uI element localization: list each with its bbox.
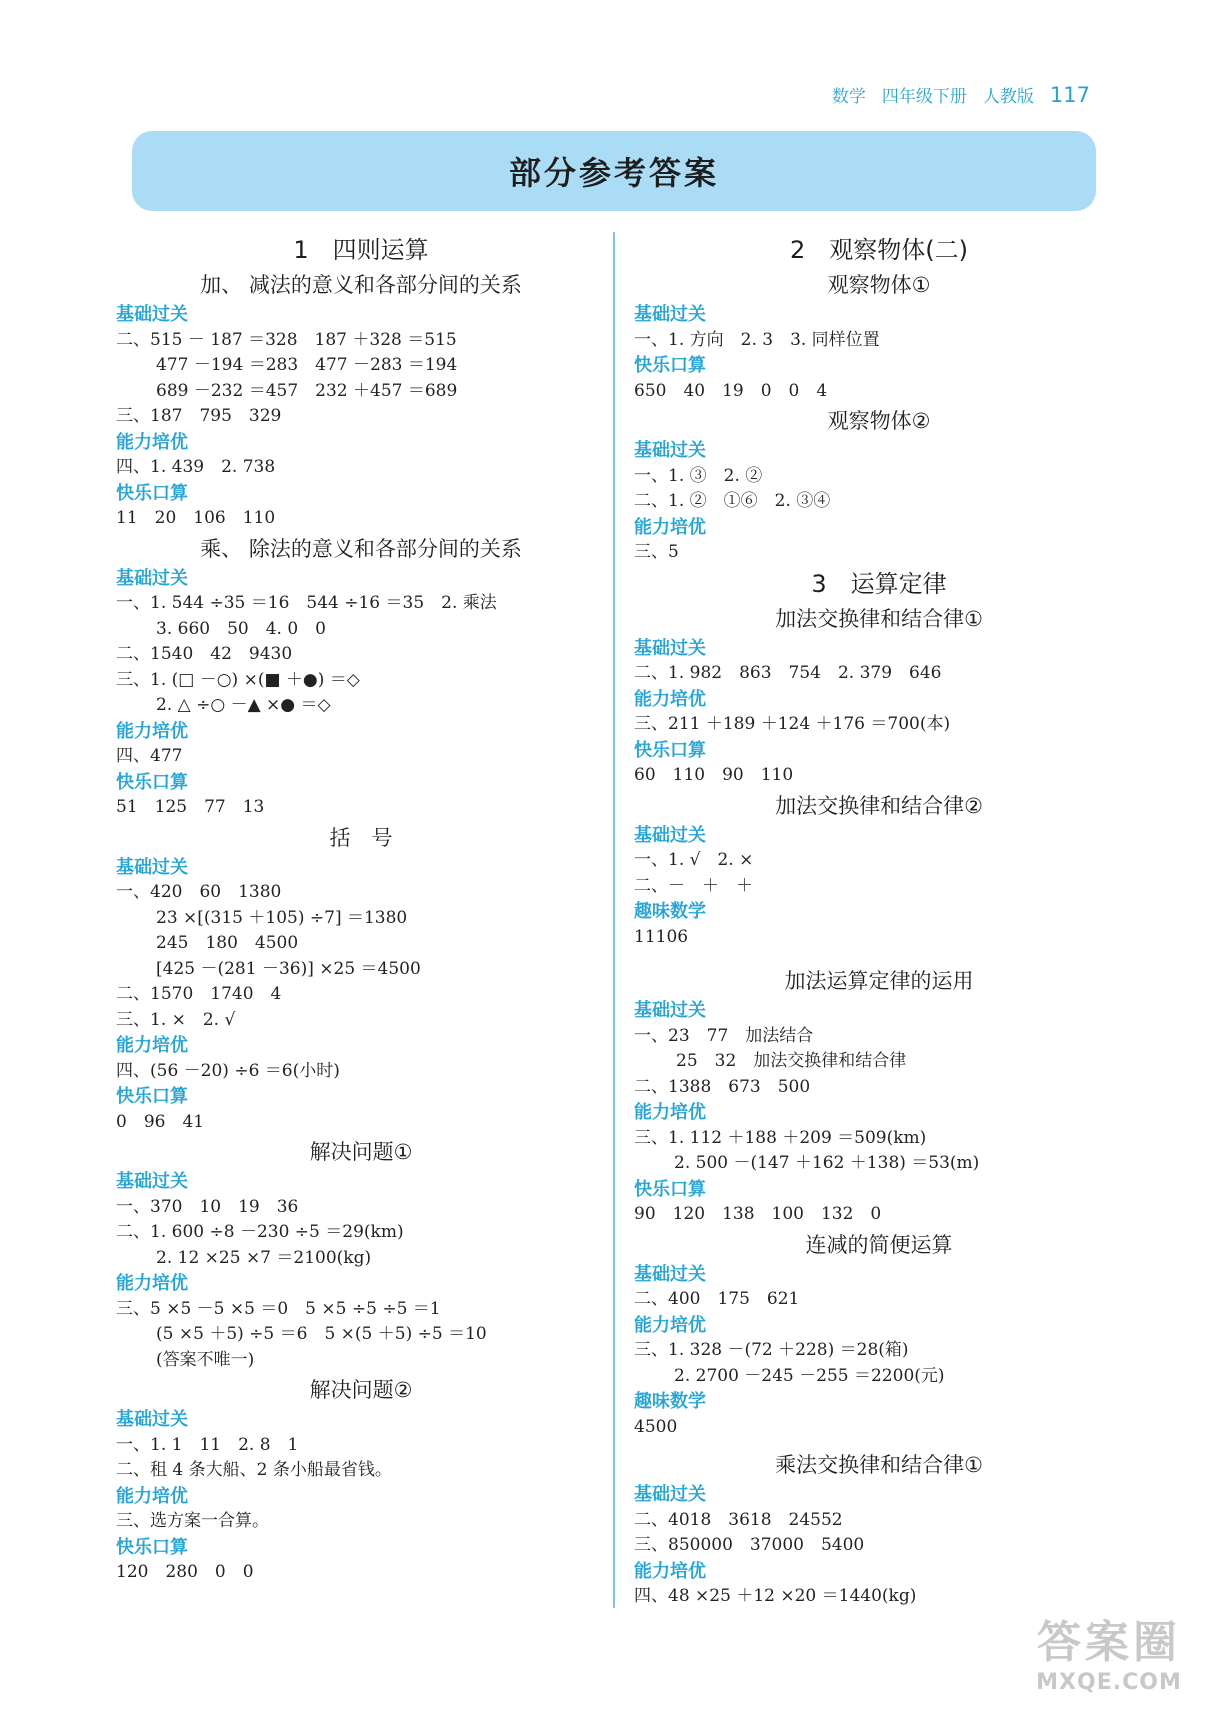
- answer-line: 0 96 41: [116, 1111, 205, 1132]
- section-label: 基础过关: [634, 1263, 706, 1285]
- section-label: 基础过关: [116, 1409, 188, 1430]
- answer-line: 650 40 19 0 0 4: [634, 380, 828, 401]
- answer-line: 三、1. 328 －(72 ＋228) ＝28(箱): [634, 1340, 909, 1360]
- section-label: 趣味数学: [634, 901, 706, 922]
- answer-line: 三、1. (□ －○) ×(■ ＋●) ＝◇: [116, 669, 360, 690]
- section-title: 乘法交换律和结合律①: [775, 1453, 983, 1477]
- section-label: 基础过关: [634, 440, 706, 461]
- section-title: 连减的简便运算: [805, 1232, 953, 1257]
- answer-line: 11 20 106 110: [116, 508, 276, 528]
- answer-line: 一、1. √ 2. ×: [634, 850, 754, 870]
- page-header: [832, 82, 1090, 107]
- answer-line: 三、选方案一合算。: [116, 1511, 269, 1531]
- section-label: 快乐口算: [116, 482, 188, 504]
- answer-line: 二、－ ＋ ＋: [634, 875, 753, 896]
- answer-line: 2. 2700 －245 －255 ＝2200(元): [674, 1365, 945, 1386]
- left-column: [116, 232, 606, 1586]
- column-divider: [613, 232, 615, 1608]
- section-label: 能力培优: [634, 1560, 706, 1582]
- section-label: 快乐口算: [116, 1536, 188, 1558]
- page-number: 117: [1049, 83, 1090, 107]
- section-title: 括 号: [329, 825, 393, 850]
- section-label: 快乐口算: [116, 1086, 188, 1107]
- section-label: 能力培优: [116, 1035, 188, 1056]
- answer-line: 一、1. 544 ÷35 ＝16 544 ÷16 ＝35 2. 乘法: [116, 593, 497, 613]
- answer-line: 四、48 ×25 ＋12 ×20 ＝1440(kg): [634, 1586, 917, 1606]
- answer-line: 二、1540 42 9430: [116, 644, 293, 664]
- answer-line: [425 －(281 －36)] ×25 ＝4500: [156, 958, 421, 979]
- answer-line: 二、1. 600 ÷8 －230 ÷5 ＝29(km): [116, 1222, 404, 1242]
- header-edition: 人教版: [982, 87, 1034, 107]
- section-label: 基础过关: [116, 856, 188, 878]
- answer-line: 60 110 90 110: [634, 765, 794, 785]
- section-title: 加法交换律和结合律②: [775, 793, 983, 818]
- answer-line: 三、1. × 2. √: [116, 1009, 236, 1030]
- section-label: 快乐口算: [116, 771, 188, 793]
- section-label: 能力培优: [634, 516, 706, 538]
- section-title: 观察物体②: [827, 409, 931, 433]
- header-subject: 数学: [831, 87, 866, 107]
- section-label: 基础过关: [634, 1484, 706, 1505]
- section-label: 基础过关: [634, 824, 706, 846]
- answer-line: 二、租 4 条大船、2 条小船最省钱。: [116, 1460, 392, 1480]
- answer-line: 二、1. 982 863 754 2. 379 646: [634, 663, 942, 683]
- answer-line: 一、420 60 1380: [116, 882, 282, 902]
- section-label: 基础过关: [634, 304, 706, 325]
- section-label: 快乐口算: [634, 739, 706, 761]
- section-label: 基础过关: [634, 637, 706, 659]
- answer-line: 一、370 10 19 36: [116, 1196, 299, 1217]
- answer-line: 二、1388 673 500: [634, 1076, 811, 1097]
- answer-line: 一、1. 方向 2. 3 3. 同样位置: [634, 329, 880, 350]
- answer-line: 一、1. 1 11 2. 8 1: [116, 1434, 299, 1455]
- answer-line: 二、4018 3618 24552: [634, 1509, 843, 1530]
- section-title: 加法运算定律的运用: [784, 969, 974, 993]
- section-title: 加、 减法的意义和各部分间的关系: [200, 273, 522, 297]
- answer-line: 一、1. ③ 2. ②: [634, 465, 763, 486]
- answer-line: (答案不唯一): [156, 1349, 255, 1370]
- answer-line: 120 280 0 0: [116, 1562, 254, 1582]
- section-label: 能力培优: [634, 1314, 706, 1336]
- answer-line: 25 32 加法交换律和结合律: [676, 1051, 907, 1071]
- watermark-logo: [1014, 1617, 1204, 1707]
- section-label: 快乐口算: [634, 355, 706, 376]
- answer-line: 51 125 77 13: [116, 797, 265, 817]
- section-title: 加法交换律和结合律①: [775, 606, 983, 631]
- section-label: 基础过关: [634, 1000, 706, 1021]
- section-label: 基础过关: [116, 304, 188, 325]
- answer-line: 3. 660 50 4. 0 0: [156, 618, 326, 639]
- watermark-text: 答案圈: [1037, 1617, 1181, 1668]
- section-label: 基础过关: [116, 1171, 188, 1192]
- answer-line: 四、477: [116, 746, 183, 766]
- section-title: 乘、 除法的意义和各部分间的关系: [200, 536, 522, 561]
- header-grade: 四年级下册: [881, 87, 967, 107]
- section-label: 能力培优: [116, 720, 188, 742]
- chapter-heading: 1 四则运算: [293, 236, 429, 264]
- chapter-heading: 2 观察物体(二): [790, 236, 968, 264]
- answer-line: 三、5: [634, 542, 679, 562]
- answer-line: 23 ×[(315 ＋105) ÷7] ＝1380: [156, 907, 408, 928]
- section-title: 解决问题①: [309, 1140, 413, 1164]
- answer-line: 三、211 ＋189 ＋124 ＋176 ＝700(本): [634, 714, 951, 734]
- answer-line: 689 －232 ＝457 232 ＋457 ＝689: [156, 380, 458, 401]
- answer-line: 二、515 － 187 ＝328 187 ＋328 ＝515: [116, 329, 457, 350]
- answer-line: 四、(56 －20) ÷6 ＝6(小时): [116, 1060, 340, 1081]
- answer-line: (5 ×5 ＋5) ÷5 ＝6 5 ×(5 ＋5) ÷5 ＝10: [156, 1324, 487, 1344]
- title-banner: [132, 131, 1096, 211]
- answer-line: 一、23 77 加法结合: [634, 1025, 814, 1046]
- section-label: 趣味数学: [634, 1391, 706, 1412]
- answer-line: 245 180 4500: [156, 933, 299, 953]
- section-label: 能力培优: [116, 431, 188, 453]
- watermark-url: MXQE.COM: [1036, 1670, 1182, 1695]
- right-column: [634, 232, 1124, 1610]
- answer-line: 90 120 138 100 132 0: [634, 1204, 882, 1224]
- answer-line: 477 －194 ＝283 477 －283 ＝194: [156, 355, 458, 375]
- answer-line: 二、1570 1740 4: [116, 984, 282, 1004]
- answer-line: 三、5 ×5 －5 ×5 ＝0 5 ×5 ÷5 ÷5 ＝1: [116, 1298, 441, 1319]
- answer-line: 2. △ ÷○ －▲ ×● ＝◇: [156, 695, 331, 715]
- section-label: 能力培优: [116, 1273, 188, 1294]
- section-label: 能力培优: [634, 688, 706, 710]
- section-title: 观察物体①: [827, 273, 931, 297]
- answer-line: 4500: [634, 1416, 678, 1437]
- answer-line: 2. 12 ×25 ×7 ＝2100(kg): [156, 1247, 372, 1268]
- section-label: 快乐口算: [634, 1178, 706, 1200]
- section-label: 能力培优: [116, 1485, 188, 1507]
- answer-line: 三、1. 112 ＋188 ＋209 ＝509(km): [634, 1127, 927, 1148]
- answer-line: 三、187 795 329: [116, 406, 282, 426]
- answer-line: 二、1. ② ①⑥ 2. ③④: [634, 491, 831, 511]
- answer-line: 2. 500 －(147 ＋162 ＋138) ＝53(m): [674, 1153, 980, 1173]
- answer-line: 11106: [634, 926, 689, 947]
- answer-line: 三、850000 37000 5400: [634, 1535, 865, 1555]
- section-title: 解决问题②: [309, 1378, 413, 1402]
- section-label: 能力培优: [634, 1102, 706, 1123]
- chapter-heading: 3 运算定律: [811, 569, 947, 598]
- answer-line: 四、1. 439 2. 738: [116, 457, 276, 477]
- answer-line: 二、400 175 621: [634, 1289, 800, 1309]
- section-label: 基础过关: [116, 567, 188, 589]
- page-title: 部分参考答案: [508, 154, 719, 192]
